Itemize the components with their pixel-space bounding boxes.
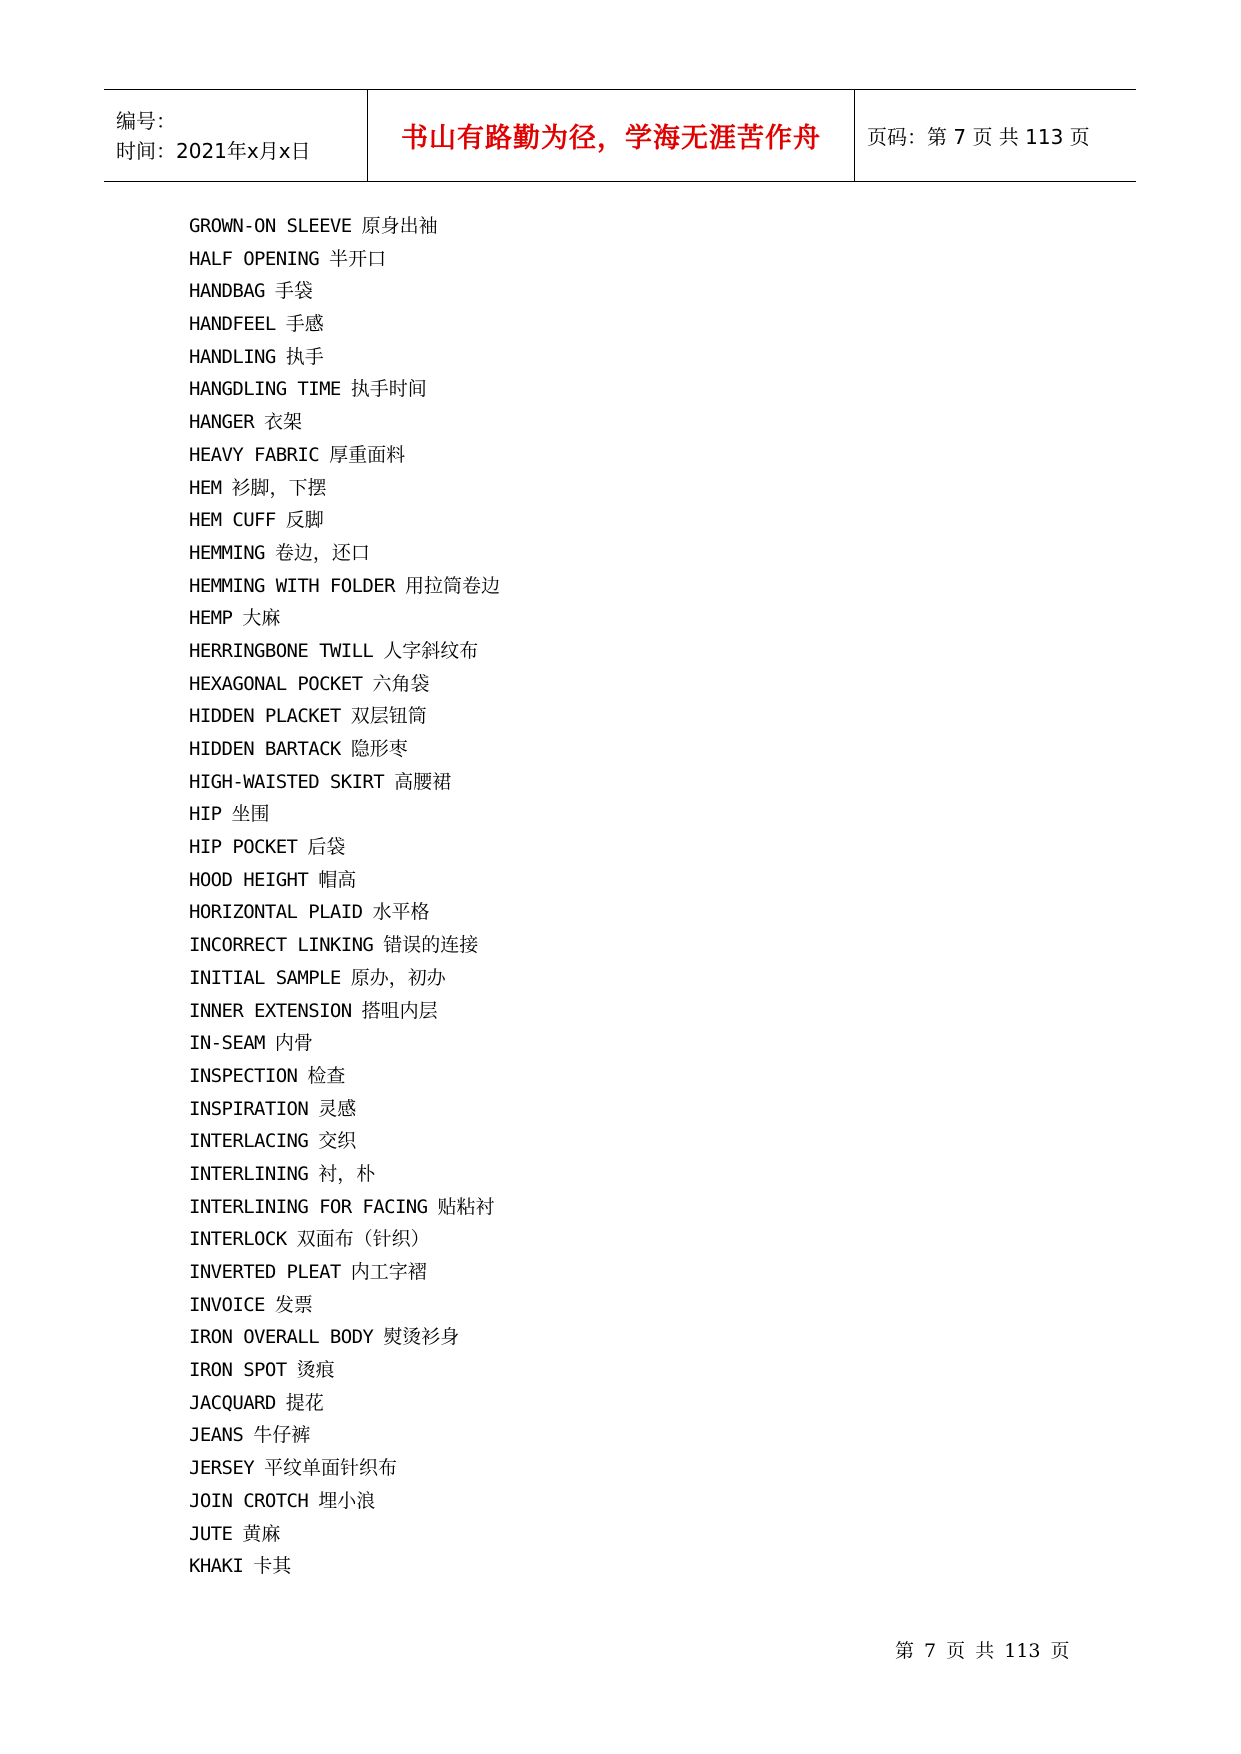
term-english: HANGER (189, 411, 255, 434)
glossary-entry (189, 1321, 500, 1354)
glossary-entry (189, 1256, 500, 1289)
term-english: INTERLINING (189, 1162, 309, 1185)
term-english: INVERTED PLEAT (189, 1261, 341, 1283)
term-english: HEM (189, 476, 222, 499)
term-english: HIP POCKET (189, 836, 298, 859)
glossary-entry (189, 733, 500, 766)
term-chinese: 错误的连接 (383, 934, 479, 957)
glossary-entry (189, 504, 500, 537)
document-date: 时间：2021年x月x日 (116, 138, 311, 163)
term-chinese: 水平格 (372, 901, 430, 924)
term-english: INSPIRATION (189, 1097, 309, 1120)
term-chinese: 半开口 (329, 247, 387, 270)
term-chinese: 提花 (285, 1391, 324, 1414)
glossary-entry (189, 1289, 500, 1322)
term-chinese: 黄麻 (242, 1522, 281, 1545)
glossary-entry (189, 929, 500, 962)
glossary-entry (189, 472, 500, 505)
term-english: INTERLOCK (189, 1228, 287, 1251)
term-chinese: 帽高 (318, 868, 357, 891)
glossary-entry (189, 308, 500, 341)
glossary-entry (189, 275, 500, 308)
glossary-entry (189, 373, 500, 406)
term-english: HEM CUFF (189, 509, 276, 532)
term-chinese: 衬，朴 (318, 1162, 376, 1185)
header-page-info: 页码：第 7 页 共 113 页 (867, 125, 1090, 149)
term-chinese: 隐形枣 (350, 738, 408, 760)
term-english: HEAVY FABRIC (189, 443, 320, 466)
term-chinese: 原身出袖 (361, 215, 438, 237)
glossary-entry (189, 1452, 500, 1485)
term-english: HOOD HEIGHT (189, 868, 309, 891)
term-english: IRON OVERALL BODY (189, 1326, 374, 1349)
term-english: HANDBAG (189, 280, 265, 303)
term-english: INTERLINING FOR FACING (189, 1195, 428, 1218)
term-english: JUTE (189, 1522, 233, 1545)
term-english: INTERLACING (189, 1130, 309, 1153)
term-english: HEMP (189, 607, 233, 630)
glossary-entry (189, 700, 500, 733)
term-chinese: 搭咀内层 (361, 999, 438, 1022)
glossary-entry (189, 1550, 500, 1583)
term-english: HIGH-WAISTED SKIRT (189, 770, 385, 793)
term-english: JERSEY (189, 1457, 255, 1480)
term-english: INNER EXTENSION (189, 999, 352, 1022)
glossary-entry (189, 864, 500, 897)
term-chinese: 六角袋 (372, 672, 430, 695)
header-meta-cell (104, 90, 367, 181)
page-footer (895, 1636, 1070, 1663)
term-chinese: 手袋 (274, 280, 313, 303)
term-chinese: 人字斜纹布 (383, 639, 479, 662)
glossary-entry (189, 1419, 500, 1452)
term-english: GROWN-ON SLEEVE (189, 215, 352, 237)
term-chinese: 大麻 (242, 607, 281, 630)
term-chinese: 后袋 (307, 836, 346, 859)
term-chinese: 高腰裙 (394, 770, 452, 793)
term-chinese: 用拉筒卷边 (404, 574, 500, 597)
glossary-entry (189, 995, 500, 1028)
glossary-entry (189, 1093, 500, 1126)
term-chinese: 内工字褶 (350, 1261, 427, 1283)
glossary-list (189, 210, 500, 1583)
term-chinese: 内骨 (274, 1032, 313, 1055)
term-english: HANDFEEL (189, 313, 276, 336)
glossary-entry (189, 668, 500, 701)
term-english: INCORRECT LINKING (189, 934, 374, 957)
term-chinese: 发票 (274, 1293, 313, 1316)
document-number-label: 编号： (116, 108, 176, 133)
glossary-entry (189, 243, 500, 276)
term-english: INITIAL SAMPLE (189, 966, 341, 989)
term-english: HEMMING (189, 541, 265, 564)
term-english: KHAKI (189, 1555, 244, 1578)
glossary-entry (189, 341, 500, 374)
term-chinese: 埋小浪 (318, 1489, 376, 1512)
term-english: JOIN CROTCH (189, 1489, 309, 1512)
glossary-entry (189, 439, 500, 472)
glossary-entry (189, 798, 500, 831)
glossary-entry (189, 1223, 500, 1256)
glossary-entry (189, 1125, 500, 1158)
glossary-entry (189, 1485, 500, 1518)
term-english: IRON SPOT (189, 1359, 287, 1382)
glossary-entry (189, 1060, 500, 1093)
glossary-entry (189, 1518, 500, 1551)
glossary-entry (189, 1027, 500, 1060)
term-chinese: 手感 (285, 313, 324, 336)
term-english: HEXAGONAL POCKET (189, 672, 363, 695)
term-chinese: 厚重面料 (329, 443, 406, 466)
term-english: IN-SEAM (189, 1032, 265, 1055)
term-chinese: 卷边，还口 (274, 541, 370, 564)
term-english: HIDDEN PLACKET (189, 705, 341, 728)
glossary-entry (189, 570, 500, 603)
term-english: HANGDLING TIME (189, 378, 341, 401)
header-page-cell (855, 90, 1136, 181)
term-chinese: 执手 (285, 345, 324, 368)
term-english: INVOICE (189, 1293, 265, 1316)
glossary-entry (189, 406, 500, 439)
glossary-entry (189, 1158, 500, 1191)
term-chinese: 反脚 (285, 509, 324, 532)
glossary-entry (189, 766, 500, 799)
glossary-entry (189, 1191, 500, 1224)
term-chinese: 衫脚，下摆 (231, 476, 327, 499)
glossary-entry (189, 831, 500, 864)
glossary-entry (189, 635, 500, 668)
footer-page-number: 第 7 页 共 113 页 (895, 1640, 1070, 1662)
term-chinese: 双面布（针织） (296, 1228, 430, 1251)
glossary-entry (189, 1387, 500, 1420)
term-english: JACQUARD (189, 1391, 276, 1414)
term-chinese: 坐围 (231, 803, 270, 826)
term-english: INSPECTION (189, 1064, 298, 1087)
document-header (104, 89, 1136, 182)
term-chinese: 烫痕 (296, 1359, 335, 1382)
term-english: HALF OPENING (189, 247, 320, 270)
term-chinese: 检查 (307, 1064, 346, 1087)
term-english: HORIZONTAL PLAID (189, 901, 363, 924)
term-english: HIP (189, 803, 222, 826)
term-chinese: 执手时间 (350, 378, 427, 401)
glossary-entry (189, 962, 500, 995)
term-chinese: 交织 (318, 1130, 357, 1153)
term-chinese: 卡其 (253, 1555, 292, 1578)
glossary-entry (189, 210, 500, 243)
header-motto-cell (367, 90, 855, 181)
glossary-entry (189, 896, 500, 929)
term-chinese: 双层钮筒 (350, 705, 427, 728)
term-english: HIDDEN BARTACK (189, 738, 341, 760)
glossary-entry (189, 1354, 500, 1387)
term-english: HERRINGBONE TWILL (189, 639, 374, 662)
glossary-entry (189, 602, 500, 635)
term-chinese: 熨烫衫身 (383, 1326, 460, 1349)
term-english: HEMMING WITH FOLDER (189, 574, 395, 597)
glossary-entry (189, 537, 500, 570)
term-chinese: 衣架 (264, 411, 303, 434)
term-chinese: 原办，初办 (350, 966, 446, 989)
term-chinese: 灵感 (318, 1097, 357, 1120)
header-motto: 书山有路勤为径，学海无涯苦作舟 (401, 123, 821, 154)
term-chinese: 牛仔裤 (253, 1424, 311, 1447)
term-english: HANDLING (189, 345, 276, 368)
term-english: JEANS (189, 1424, 244, 1447)
term-chinese: 贴粘衬 (437, 1195, 495, 1218)
term-chinese: 平纹单面针织布 (264, 1457, 398, 1480)
